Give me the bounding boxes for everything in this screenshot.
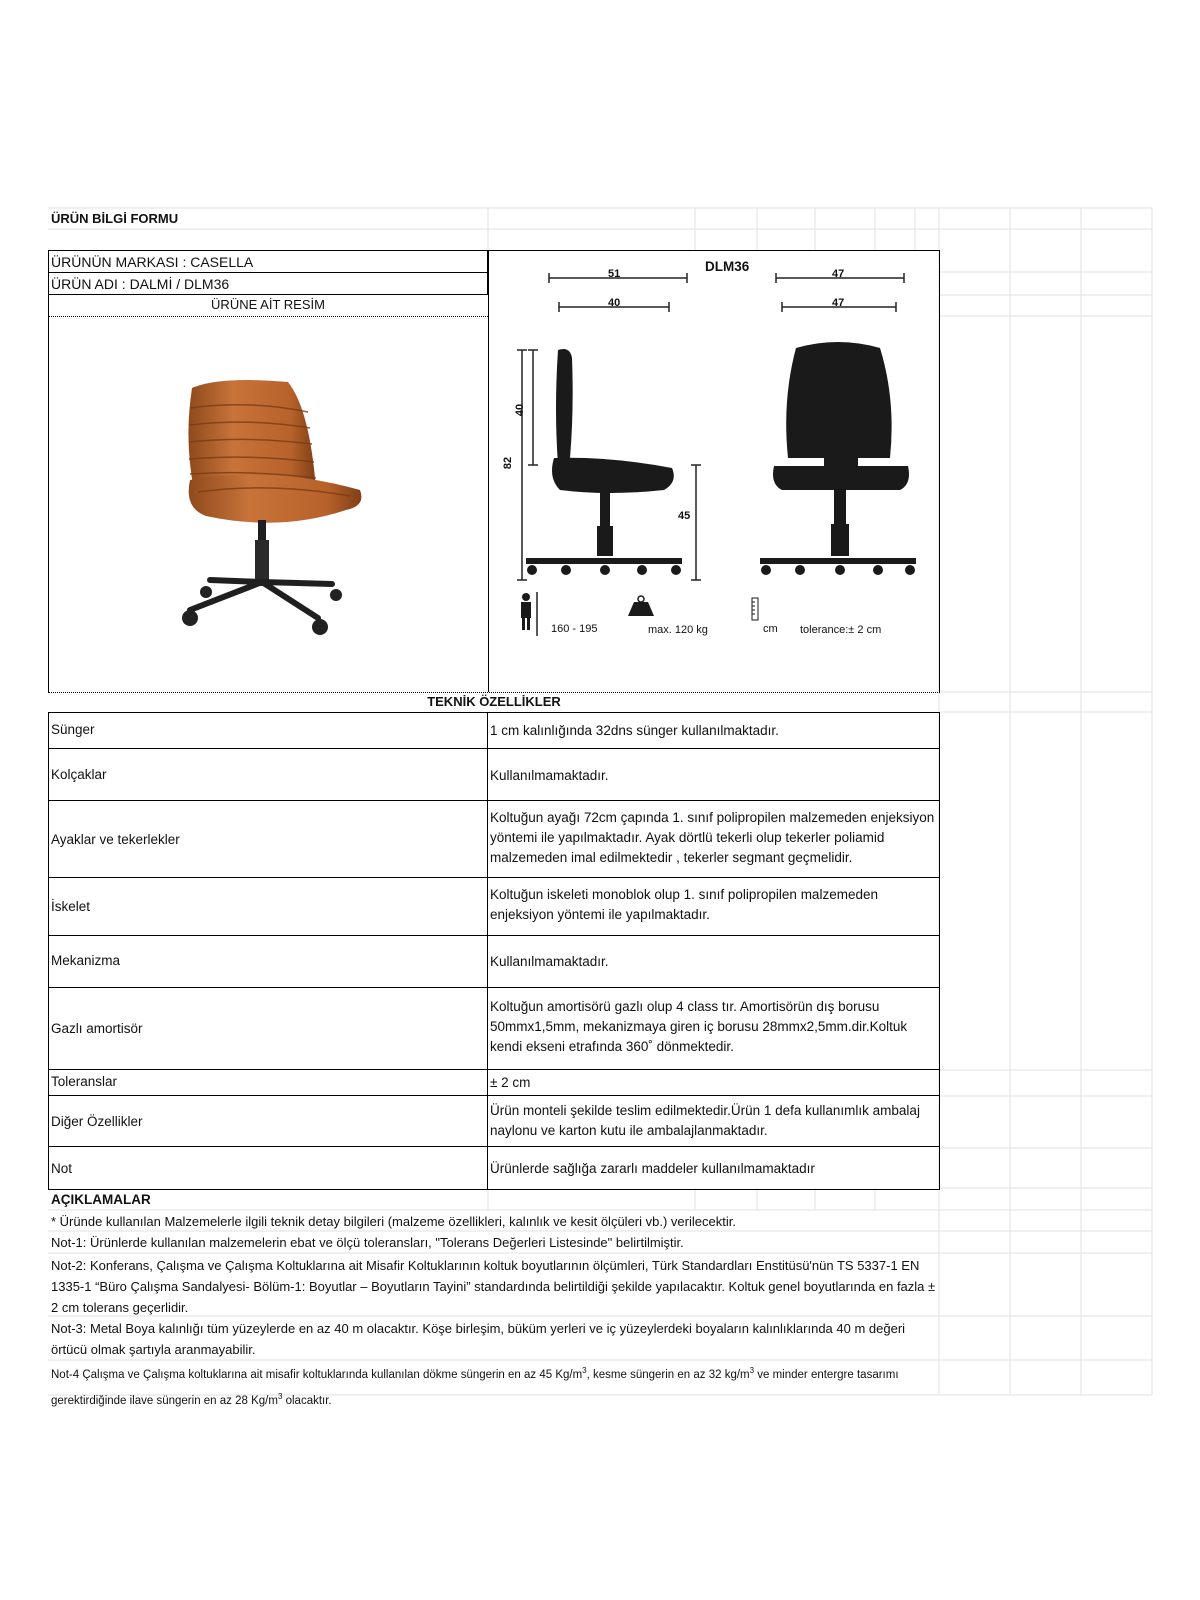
ruler-icon: [752, 598, 758, 620]
spec-value-not: Ürünlerde sağlığa zararlı maddeler kullanılmamaktadır: [490, 1161, 815, 1176]
user-height: 160 - 195: [551, 623, 598, 635]
spec-value-kolcaklar: Kullanılmamaktadır.: [490, 768, 609, 783]
unit-label: cm: [763, 623, 778, 635]
kg-badge: kg: [627, 629, 636, 636]
note-1: Not-1: Ürünlerde kullanılan malzemelerin ebat ve ölçü toleransları, "Tolerans Değerleri Listesinde" belirtilmiştir.: [51, 1235, 684, 1250]
dim-front-top: 47: [832, 268, 845, 280]
form-title: ÜRÜN BİLGİ FORMU: [51, 211, 179, 226]
spec-value-amortisor: Koltuğun amortisörü gazlı olup 4 class tır. Amortisörün dış borusu 50mmx1,5mm, mekanizmaya giren iç borusu 28mmx2,5mm.dir.Koltuk kendi ekseni etrafında 360˚ dönmektedir.: [490, 999, 908, 1054]
note-4: [51, 1360, 941, 1412]
spec-value-toleranslar: ± 2 cm: [490, 1075, 531, 1090]
spec-value-iskelet: Koltuğun iskeleti monoblok olup 1. sınıf polipropilen malzemeden enjeksiyon yöntemi ile yapılmaktadır.: [490, 887, 878, 922]
dim-side-seat: 40: [608, 297, 621, 309]
note-3: Not-3: Metal Boya kalınlığı tüm yüzeylerde en az 40 m olacaktır. Köşe birleşim, büküm yerleri ve iç yüzeylerdeki boyaların kalınlıklarında 40 m değeri örtücü olmak şartıyla aranmayabilir.: [51, 1321, 906, 1357]
dim-back-height: 40: [514, 403, 527, 417]
spec-label-kolcaklar: Kolçaklar: [51, 767, 107, 782]
notes-header: AÇIKLAMALAR: [51, 1192, 151, 1207]
spec-value-ayaklar: Koltuğun ayağı 72cm çapında 1. sınıf polipropilen malzemeden enjeksiyon yöntemi ile yapılmaktadır. Ayak dörtlü tekerli olup tekerler poliamid malzemeden imal edilmektedir , tekerler segmant geçmelidir.: [490, 810, 935, 865]
note-star: * Üründe kullanılan Malzemelerle ilgili teknik detay bilgileri (malzeme özellikleri, kalınlık ve kesit ölçüleri vb.) verilecektir.: [51, 1214, 736, 1229]
chair-photo: [170, 370, 380, 645]
spec-value-mekanizma: Kullanılmamaktadır.: [490, 954, 609, 969]
note-2: Not-2: Konferans, Çalışma ve Çalışma Koltuklarına ait Misafir Koltuklarının koltuk boyutlarının ölçümleri, Türk Standardları Enstitüsü'nün TS 5337-1 EN 1335-1 “Büro Çalışma Sandalyesi- Bölüm-1: Boyutlar – Boyutların Tayini” standardında belirtildiği şekilde yapılacaktır. Koltuk genel boyutlarında en fazla ± 2 cm tolerans geçerlidir.: [51, 1258, 936, 1315]
tolerance-label: tolerance:± 2 cm: [800, 624, 882, 636]
note-4-sup3: 3: [277, 1391, 283, 1401]
weight-icon: [628, 596, 654, 616]
spec-label-ayaklar: Ayaklar ve tekerlekler: [51, 832, 180, 847]
person-icon: [521, 593, 531, 630]
spec-label-diger: Diğer Özellikler: [51, 1114, 143, 1129]
image-caption: ÜRÜNE AİT RESİM: [211, 297, 325, 312]
spec-label-amortisor: Gazlı amortisör: [51, 1021, 143, 1036]
dim-side-top: 51: [608, 268, 621, 280]
spec-label-not: Not: [51, 1161, 73, 1176]
model-code: DLM36: [705, 259, 750, 274]
note-4-part1: Not-4 Çalışma ve Çalışma koltuklarına ait misafir koltuklarında kullanılan dökme süngerin en az 45 Kg/m: [51, 1368, 583, 1381]
dim-total-height: 82: [502, 456, 515, 470]
brand-text: ÜRÜNÜN MARKASI : CASELLA: [51, 254, 254, 270]
image-caption-row: [48, 294, 488, 317]
note-4-sup2: 3: [749, 1366, 755, 1375]
spec-label-toleranslar: Toleranslar: [51, 1074, 118, 1089]
note-4-part3: ve minder entergre tasarımı gerektirdiğinde ilave süngerin en az 28 Kg/m: [51, 1368, 899, 1407]
note-4-part4: olacaktır.: [282, 1394, 332, 1407]
brand-row: [48, 250, 488, 273]
dim-front-seat: 47: [832, 297, 845, 309]
spec-value-diger: Ürün monteli şekilde teslim edilmektedir.Ürün 1 defa kullanımlık ambalaj naylonu ve karton kutu ile ambalajlanmaktadır.: [490, 1103, 920, 1138]
name-text: ÜRÜN ADI : DALMİ / DLM36: [51, 276, 230, 292]
spec-label-mekanizma: Mekanizma: [51, 953, 121, 968]
spec-header: TEKNİK ÖZELLİKLER: [427, 694, 561, 709]
dim-seat-height: 45: [678, 510, 691, 522]
spec-label-iskelet: İskelet: [51, 899, 91, 914]
spec-header-row: [48, 692, 940, 712]
spec-value-sunger: 1 cm kalınlığında 32dns sünger kullanılmaktadır.: [490, 723, 779, 738]
max-weight: max. 120 kg: [648, 624, 708, 636]
spec-label-sunger: Sünger: [51, 722, 95, 737]
name-row: [48, 272, 488, 295]
note-4-part2: , kesme süngerin en az 32 kg/m: [586, 1368, 750, 1381]
note-4-sup1: 3: [582, 1366, 587, 1375]
